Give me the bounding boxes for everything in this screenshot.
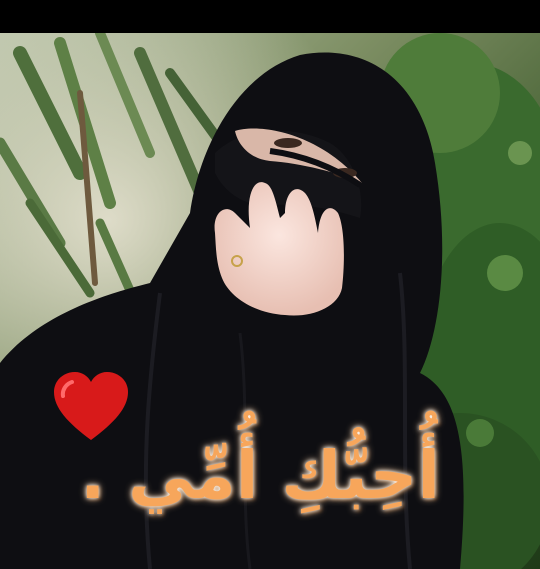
arabic-caption: أُحِبُّكِ أُمِّي . [80, 436, 440, 514]
